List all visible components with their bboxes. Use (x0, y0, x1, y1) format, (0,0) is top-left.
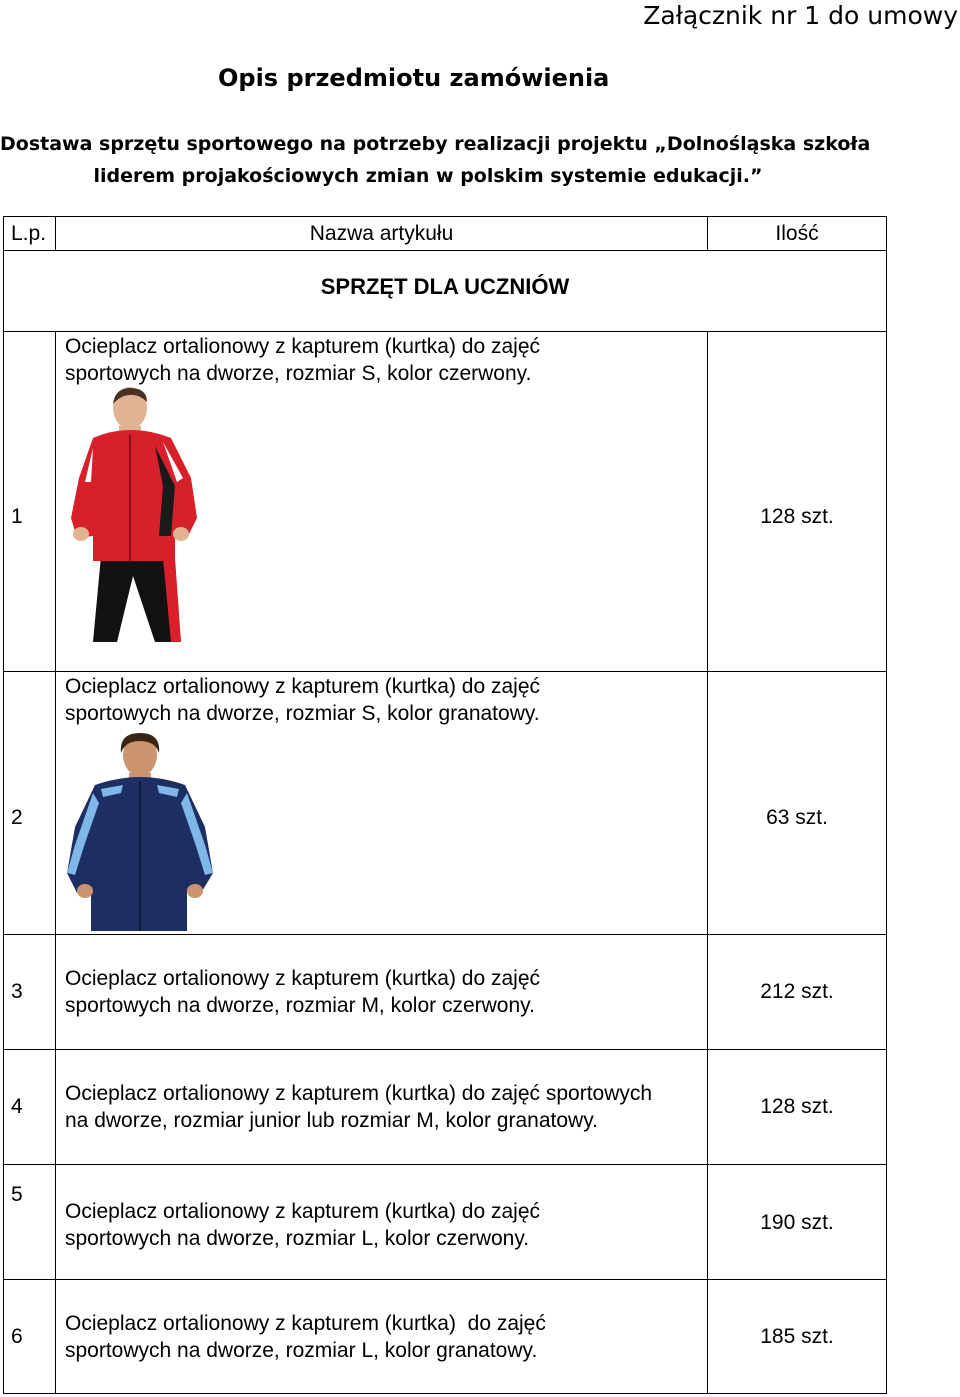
navy-tracksuit-figure (67, 733, 213, 931)
annex-label: Załącznik nr 1 do umowy (643, 1, 958, 30)
row-3-desc (55, 934, 708, 1050)
row-6-lp: 6 (3, 1279, 56, 1394)
row-6-desc (55, 1279, 708, 1394)
order-table (3, 216, 887, 1394)
section-header: SPRZĘT DLA UCZNIÓW (3, 250, 887, 332)
row-4-qty: 128 szt. (707, 1049, 887, 1165)
row-4-desc (55, 1049, 708, 1165)
row-3-qty: 212 szt. (707, 934, 887, 1050)
navy-tracksuit-image (63, 733, 223, 933)
red-tracksuit-figure (71, 387, 197, 642)
header-lp: L.p. (3, 216, 56, 251)
row-3-lp: 3 (3, 934, 56, 1050)
row-4-desc-text: Ocieplacz ortalionowy z kapturem (kurtka) do zajęć sportowych na dworze, rozmiar junior lub rozmiar M, kolor granatowy. (65, 1082, 653, 1132)
document-title: Opis przedmiotu zamówienia (218, 64, 610, 92)
row-1-lp: 1 (3, 331, 56, 672)
row-6-desc-text: Ocieplacz ortalionowy z kapturem (kurtka) do zajęć sportowych na dworze, rozmiar L, kolor granatowy. (65, 1311, 552, 1362)
header-name: Nazwa artykułu (55, 216, 708, 251)
row-1-qty: 128 szt. (707, 331, 887, 672)
row-6-qty: 185 szt. (707, 1279, 887, 1394)
row-5-lp: 5 (3, 1164, 56, 1280)
row-2-desc-text: Ocieplacz ortalionowy z kapturem (kurtka) do zajęć sportowych na dworze, rozmiar S, kolor granatowy. (65, 675, 541, 725)
row-1-desc-text: Ocieplacz ortalionowy z kapturem (kurtka) do zajęć sportowych na dworze, rozmiar S, kolor czerwony. (65, 335, 541, 385)
row-4-lp: 4 (3, 1049, 56, 1165)
row-2-qty: 63 szt. (707, 671, 887, 935)
row-5-desc (55, 1164, 708, 1280)
row-2-lp: 2 (3, 671, 56, 935)
subject-line-2: liderem projakościowych zmian w polskim systemie edukacji.” (93, 165, 763, 187)
row-5-desc-text: Ocieplacz ortalionowy z kapturem (kurtka) do zajęć sportowych na dworze, rozmiar L, kolor czerwony. (65, 1200, 541, 1250)
red-tracksuit-image (63, 386, 213, 646)
header-qty: Ilość (707, 216, 887, 251)
row-5-qty: 190 szt. (707, 1164, 887, 1280)
order-subject (0, 128, 871, 192)
row-3-desc-text: Ocieplacz ortalionowy z kapturem (kurtka) do zajęć sportowych na dworze, rozmiar M, kolor czerwony. (65, 967, 541, 1017)
subject-line-1: Dostawa sprzętu sportowego na potrzeby realizacji projektu „Dolnośląska szkoła (0, 133, 871, 155)
